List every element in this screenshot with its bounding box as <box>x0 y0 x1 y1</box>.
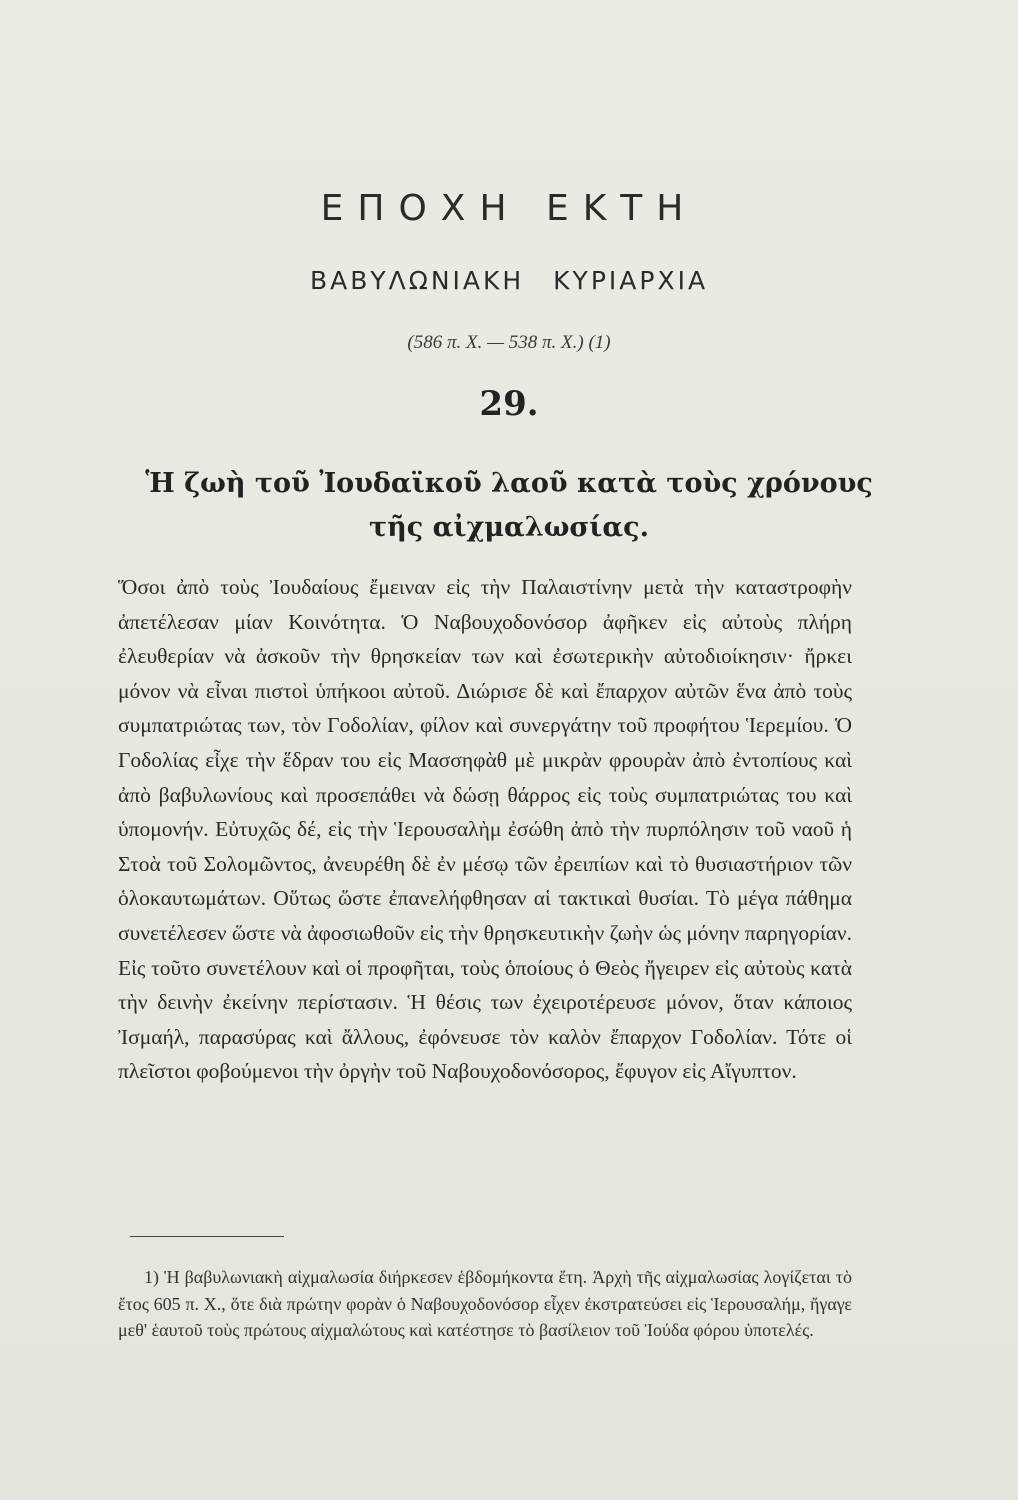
footnote-divider <box>130 1236 284 1237</box>
section-number: 29. <box>479 384 539 424</box>
footnote-number: 1) <box>144 1267 159 1287</box>
date-range-text: (586 π. Χ. — 538 π. Χ.) <box>407 332 584 353</box>
footnote <box>118 1264 852 1344</box>
footnote-reference: (1) <box>588 332 611 353</box>
era-subtitle: ΒΑΒΥΛΩΝΙΑΚΗ ΚΥΡΙΑΡΧΙΑ <box>309 266 709 295</box>
section-title: Ἡ ζωὴ τοῦ Ἰουδαϊκοῦ λαοῦ κατὰ τοὺς χρόνους τῆς αἰχμαλωσίας. <box>145 468 873 543</box>
era-heading: ΕΠΟΧΗ ΕΚΤΗ <box>320 188 698 229</box>
footnote-text: Ἡ βαβυλωνιακὴ αἰχμαλωσία διήρκεσεν ἑβδομήκοντα ἔτη. Ἀρχὴ τῆς αἰχμαλωσίας λογίζεται τὸ ἔτος 605 π. Χ., ὅτε διὰ πρώτην φορὰν ὁ Ναβουχοδονόσορ εἶχεν ἐκστρατεύσει εἰς Ἱερουσαλήμ, ἤγαγε μεθ' ἑαυτοῦ τοὺς πρώτους αἰχμαλώτους καὶ κατέστησε τὸ βασίλειον τοῦ Ἰούδα φόρου ὑποτελές. <box>118 1267 852 1340</box>
date-range <box>0 332 1018 354</box>
body-paragraph: Ὅσοι ἀπὸ τοὺς Ἰουδαίους ἔμειναν εἰς τὴν Παλαιστίνην μετὰ τὴν καταστροφὴν ἀπετέλεσαν μίαν Κοινότητα. Ὁ Ναβουχοδονόσορ ἀφῆκεν εἰς αὐτοὺς πλήρη ἐλευθερίαν νὰ ἀσκοῦν τὴν θρησκείαν των καὶ ἐσωτερικὴν αὐτοδιοίκησιν· ἤρκει μόνον νὰ εἶναι πιστοὶ ὑπήκοοι αὐτοῦ. Διώρισε δὲ καὶ ἔπαρχον αὐτῶν ἕνα ἀπὸ τοὺς συμπατριώτας των, τὸν Γοδολίαν, φίλον καὶ συνεργάτην τοῦ προφήτου Ἱερεμίου. Ὁ Γοδολίας εἶχε τὴν ἕδραν του εἰς Μασσηφὰθ μὲ μικρὰν φρουρὰν ἀπὸ ἐντοπίους καὶ ἀπὸ βαβυλωνίους καὶ προσεπάθει νὰ δώσῃ θάρρος εἰς τοὺς συμπατριώτας του καὶ ὑπομονήν. Εὐτυχῶς δέ, εἰς τὴν Ἱερουσαλὴμ ἐσώθη ἀπὸ τὴν πυρπόλησιν τοῦ ναοῦ ἡ Στοὰ τοῦ Σολομῶντος, ἀνευρέθη δὲ ἐν μέσῳ τῶν ἐρειπίων καὶ τὸ θυσιαστήριον τῶν ὁλοκαυτωμάτων. Οὕτως ὥστε ἐπανελήφθησαν αἱ τακτικαὶ θυσίαι. Τὸ μέγα πάθημα συνετέλεσεν ὥστε νὰ ἀφοσιωθοῦν εἰς τὴν θρησκευτικὴν ζωὴν ὡς μόνην παρηγορίαν. Εἰς τοῦτο συνετέλουν καὶ οἱ προφῆται, τοὺς ὁποίους ὁ Θεὸς ἤγειρεν εἰς αὐτοὺς κατὰ τὴν δεινὴν ἐκείνην περίστασιν. Ἡ θέσις των ἐχειροτέρευσε μόνον, ὅταν κάποιος Ἰσμαήλ, παρασύρας καὶ ἄλλους, ἐφόνευσε τὸν καλὸν ἔπαρχον Γοδολίαν. Τότε οἱ πλεῖστοι φοβούμενοι τὴν ὀργὴν τοῦ Ναβουχοδονόσορος, ἔφυγον εἰς Αἴγυπτον. <box>118 575 852 1084</box>
